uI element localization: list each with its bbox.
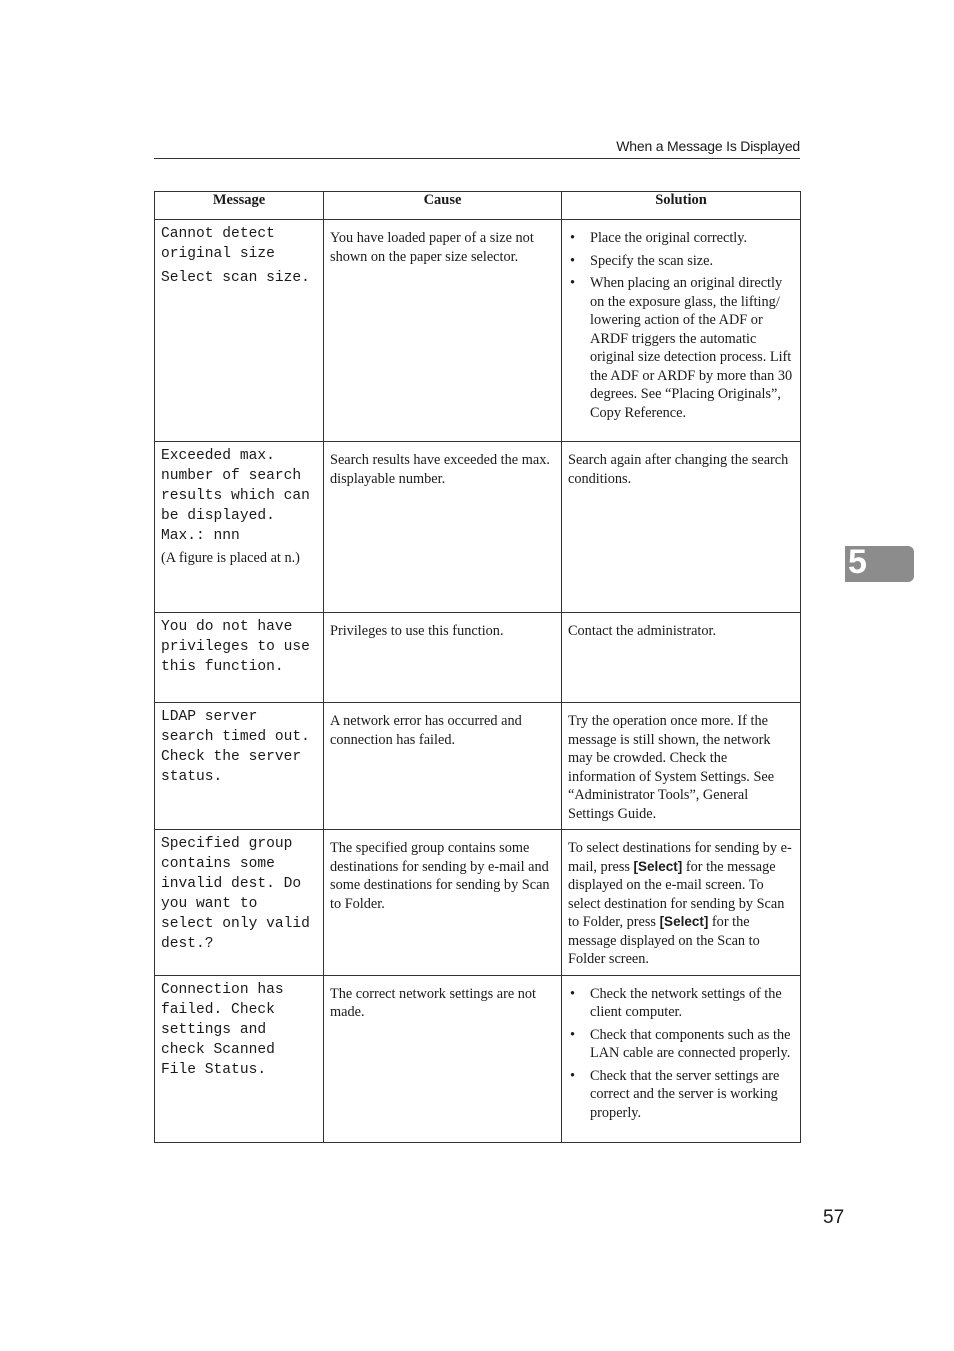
table-row [155, 830, 801, 976]
cause-cell: The correct network settings are not made. [324, 975, 562, 1142]
running-header: When a Message Is Displayed [616, 138, 800, 154]
message-text: Specified group contains some invalid dest. Do you want to select only valid dest.? [161, 836, 310, 952]
message-cell [155, 975, 324, 1142]
table-row [155, 220, 801, 442]
message-text: Connection has failed. Check settings and check Scanned File Status. [161, 981, 284, 1078]
table-header-row [155, 192, 801, 220]
select-key-label: [Select] [659, 914, 709, 929]
message-cell [155, 830, 324, 976]
page-number: 57 [823, 1207, 845, 1228]
solution-item: • Specify the scan size. [568, 252, 794, 271]
solution-cell: Contact the administrator. [562, 613, 801, 703]
message-cell [155, 703, 324, 830]
solution-list [568, 985, 794, 1123]
chapter-number: 5 [848, 543, 867, 581]
message-text: You do not have privileges to use this function. [161, 619, 310, 675]
message-note: (A figure is placed at n.) [161, 550, 300, 566]
solution-item: • When placing an original directly on the exposure glass, the lifting/ lowering action of the ADF or ARDF triggers the automatic original size detection process. Lift the ADF or ARDF by more than 30 degrees. See “Placing Originals”, Copy Reference. [568, 274, 794, 422]
cause-cell: Search results have exceeded the max. displayable number. [324, 442, 562, 613]
message-text: Select scan size. [161, 270, 310, 286]
table-row [155, 703, 801, 830]
solution-cell [562, 220, 801, 442]
select-key-label: [Select] [633, 858, 683, 874]
message-text: Cannot detect original size [161, 226, 275, 262]
solution-text: for the message displayed on the Scan to Folder screen. [568, 914, 760, 967]
cause-cell: Privileges to use this function. [324, 613, 562, 703]
cause-cell: You have loaded paper of a size not shown on the paper size selector. [324, 220, 562, 442]
solution-list [568, 229, 794, 422]
table-row [155, 975, 801, 1142]
message-text: LDAP server search timed out. Check the server status. [161, 709, 310, 785]
cause-cell: A network error has occurred and connection has failed. [324, 703, 562, 830]
message-cell [155, 220, 324, 442]
solution-item: • Place the original correctly. [568, 229, 794, 248]
solution-cell: Search again after changing the search conditions. [562, 442, 801, 613]
message-table [154, 191, 801, 1143]
solution-cell [562, 975, 801, 1142]
chapter-tab [845, 543, 914, 582]
message-text: Exceeded max. number of search results which can be displayed. Max.: nnn [161, 448, 310, 544]
message-cell [155, 613, 324, 703]
message-cell [155, 442, 324, 613]
table-row [155, 442, 801, 613]
solution-item: • Check the network settings of the client computer. [568, 985, 794, 1022]
solution-cell: Try the operation once more. If the message is still shown, the network may be crowded. Check the information of System Settings. See “Administrator Tools”, General Settings Guide. [562, 703, 801, 830]
column-header-message: Message [155, 192, 324, 220]
header-divider [154, 158, 800, 159]
solution-text: for the message displayed on the e-mail screen. To select destination for sending by Scan to Folder, press [568, 858, 785, 930]
table-row [155, 613, 801, 703]
solution-text: To select destinations for sending by e-mail, press [568, 840, 792, 875]
column-header-solution: Solution [562, 192, 801, 220]
solution-item: • Check that components such as the LAN cable are connected properly. [568, 1026, 794, 1063]
solution-item: • Check that the server settings are correct and the server is working properly. [568, 1067, 794, 1123]
cause-cell: The specified group contains some destinations for sending by e-mail and some destinations for sending by Scan to Folder. [324, 830, 562, 976]
column-header-cause: Cause [324, 192, 562, 220]
solution-cell [562, 830, 801, 976]
